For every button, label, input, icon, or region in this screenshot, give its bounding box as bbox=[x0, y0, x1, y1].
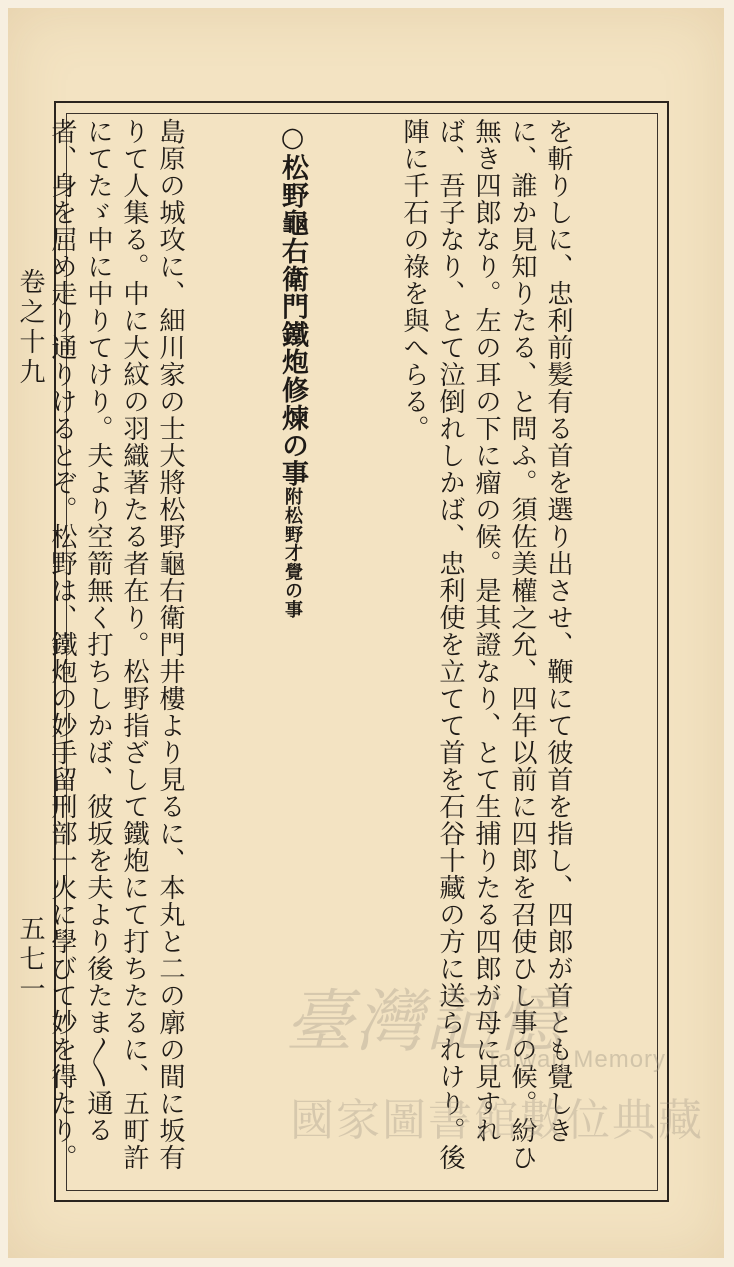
vertical-text bbox=[47, 118, 648, 1186]
watermark-library: 國家圖書館數位典藏 bbox=[290, 1095, 704, 1146]
watermark-logo: 臺灣記憶 bbox=[285, 983, 566, 1062]
paragraph-2: 島原の城攻に、細川家の士大將松野龜右衛門井樓より見るに、本丸と二の廓の間に坂有りて人集る。中に大紋の羽織著たる者在り。松野指ざして鐵炮にて打ちたるに、五町許にてたゞ中に中りてけり。夫より空箭無く打ちしかば、彼坂を夫より後たま〳〵通る者、身を屈め走り通りけるとぞ。松野は、鐵炮の妙手留刑部一火に學びて妙を得たり。 bbox=[47, 118, 185, 1171]
heading-title: ○松野龜右衛門鐵炮修煉の事 bbox=[277, 122, 308, 488]
body-text-area bbox=[47, 118, 648, 1186]
volume-label: 卷之十九 bbox=[15, 268, 45, 388]
paragraph-1: を斬りしに、忠利前髪有る首を選り出させ、鞭にて彼首を指し、四郎が首とも覺しきに、誰か見知りたる、と問ふ。須佐美權之允、四年以前に四郎を召使ひし事の候。紛ひ無き四郎なり。左の耳の下に瘤の候。是其證なり、とて生捕りたる四郎が母に見すれば、吾子なり、とて泣倒れしかば、忠利使を立てて首を石谷十藏の方に送られけり。後陣に千石の祿を與へらる。 bbox=[399, 118, 573, 1171]
watermark-english: Taiwan Memory bbox=[485, 1046, 667, 1073]
section-heading bbox=[274, 118, 310, 1186]
page-number: 五七一 bbox=[15, 915, 45, 1005]
heading-annex: 附松野才覺の事 bbox=[282, 487, 303, 620]
